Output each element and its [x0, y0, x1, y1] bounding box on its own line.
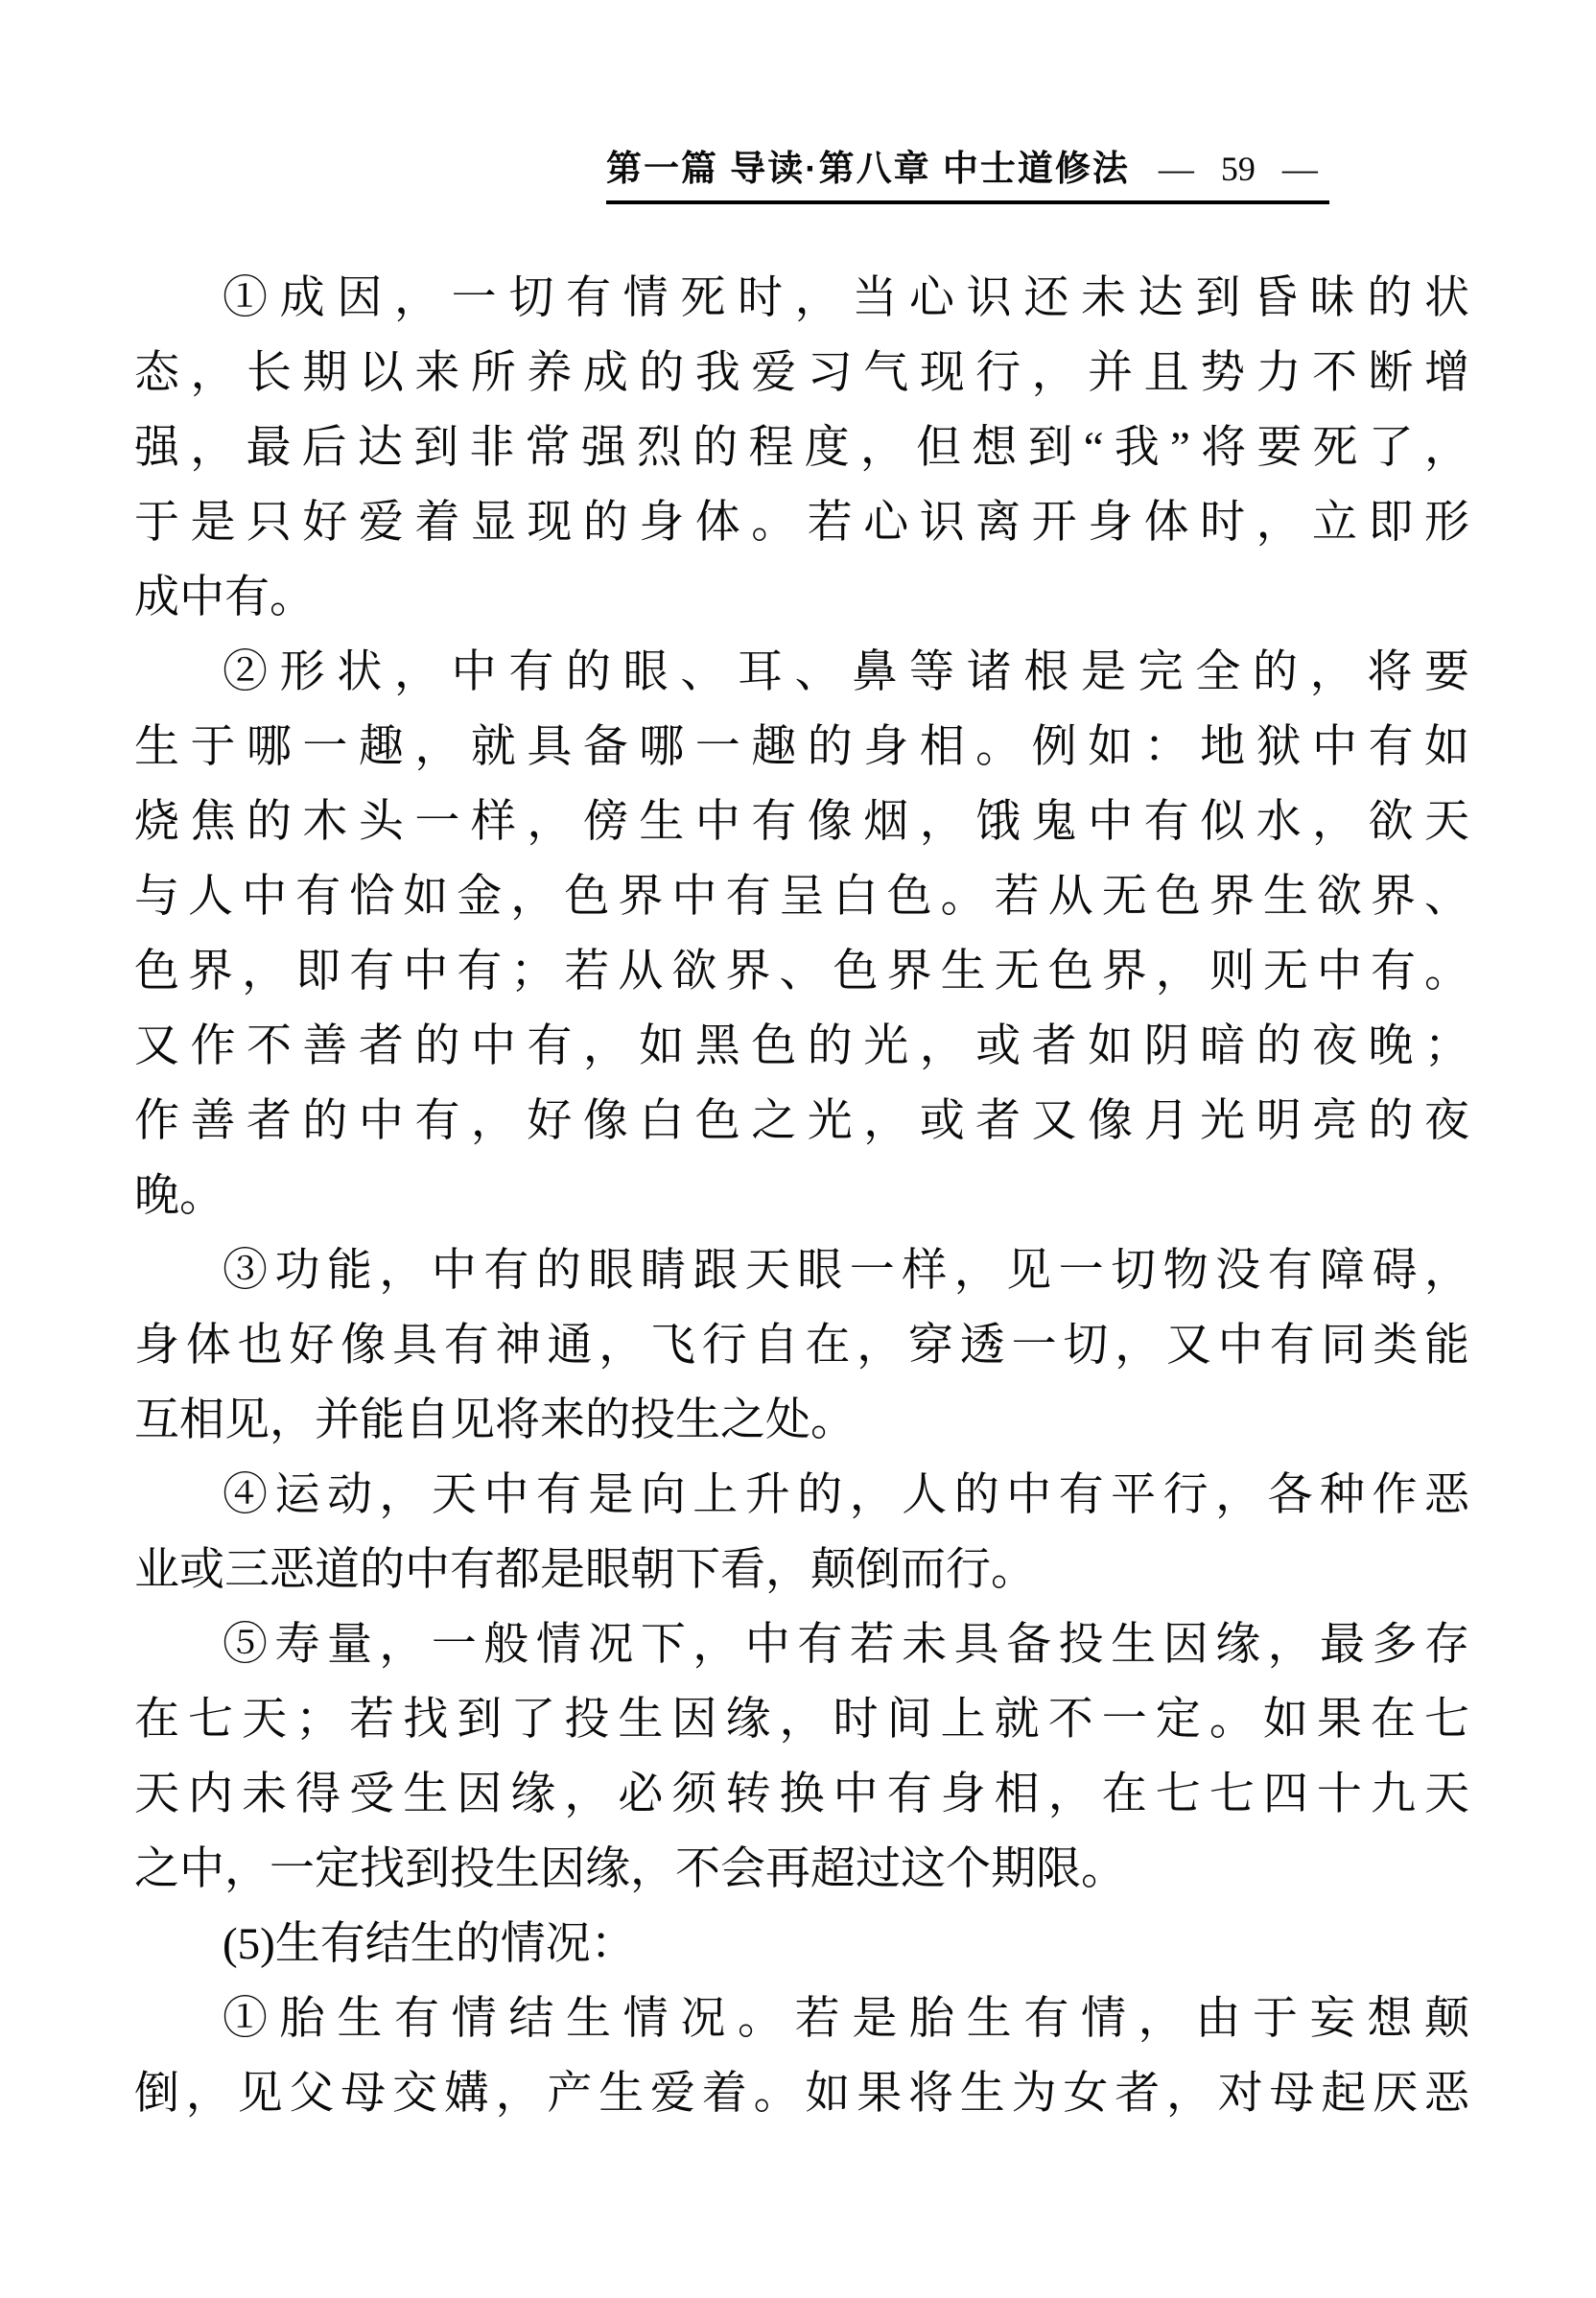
text-line: 色界，即有中有；若从欲界、色界生无色界，则无中有。 — [134, 947, 1469, 997]
text-line: 在七天；若找到了投生因缘，时间上就不一定。如果在七 — [134, 1695, 1469, 1745]
text-line: 强，最后达到非常强烈的程度，但想到“我”将要死了， — [134, 423, 1469, 473]
page-number-dash-left: — — [1158, 150, 1194, 189]
text-line: 互相见，并能自见将来的投生之处。 — [134, 1395, 856, 1445]
text-line: 与人中有恰如金，色界中有呈白色。若从无色界生欲界、 — [134, 872, 1469, 922]
page-header — [606, 150, 1329, 204]
text-line: 又作不善者的中有，如黑色的光，或者如阴暗的夜晚； — [134, 1021, 1469, 1071]
text-line: ③功能，中有的眼睛跟天眼一样，见一切物没有障碍， — [223, 1246, 1469, 1296]
text-line: ④运动，天中有是向上升的，人的中有平行，各种作恶 — [223, 1470, 1469, 1520]
text-line: 生于哪一趣，就具备哪一趣的身相。例如：地狱中有如 — [134, 722, 1469, 772]
text-line: 倒，见父母交媾，产生爱着。如果将生为女者，对母起厌恶 — [134, 2069, 1469, 2119]
page-number-dash-right: — — [1281, 150, 1318, 189]
text-line: (5)生有结生的情况： — [223, 1919, 636, 1969]
text-line: 之中，一定找到投生因缘，不会再超过这个期限。 — [134, 1844, 1126, 1894]
text-line: 业或三恶道的中有都是眼朝下看，颠倒而行。 — [134, 1545, 1036, 1595]
running-title: 第一篇 导读·第八章 中士道修法 — [606, 149, 1130, 188]
text-line: ⑤寿量，一般情况下，中有若未具备投生因缘，最多存 — [223, 1620, 1469, 1670]
text-line: ①成因，一切有情死时，当心识还未达到昏昧的状 — [223, 273, 1469, 323]
text-line: 成中有。 — [134, 573, 315, 622]
text-line: 于是只好爱着显现的身体。若心识离开身体时，立即形 — [134, 498, 1469, 548]
text-line: 晚。 — [134, 1171, 224, 1221]
text-line: 身体也好像具有神通，飞行自在，穿透一切，又中有同类能 — [134, 1321, 1469, 1371]
page-number: 59 — [1220, 150, 1256, 188]
text-line: ①胎生有情结生情况。若是胎生有情，由于妄想颠 — [223, 1994, 1469, 2044]
text-line: 烧焦的木头一样，傍生中有像烟，饿鬼中有似水，欲天 — [134, 797, 1469, 847]
text-line: 天内未得受生因缘，必须转换中有身相，在七七四十九天 — [134, 1770, 1469, 1819]
text-line: ②形状，中有的眼、耳、鼻等诸根是完全的，将要 — [223, 647, 1469, 697]
text-line: 作善者的中有，好像白色之光，或者又像月光明亮的夜 — [134, 1096, 1469, 1146]
text-line: 态，长期以来所养成的我爱习气现行，并且势力不断增 — [134, 348, 1469, 398]
body-text — [134, 261, 1469, 2131]
